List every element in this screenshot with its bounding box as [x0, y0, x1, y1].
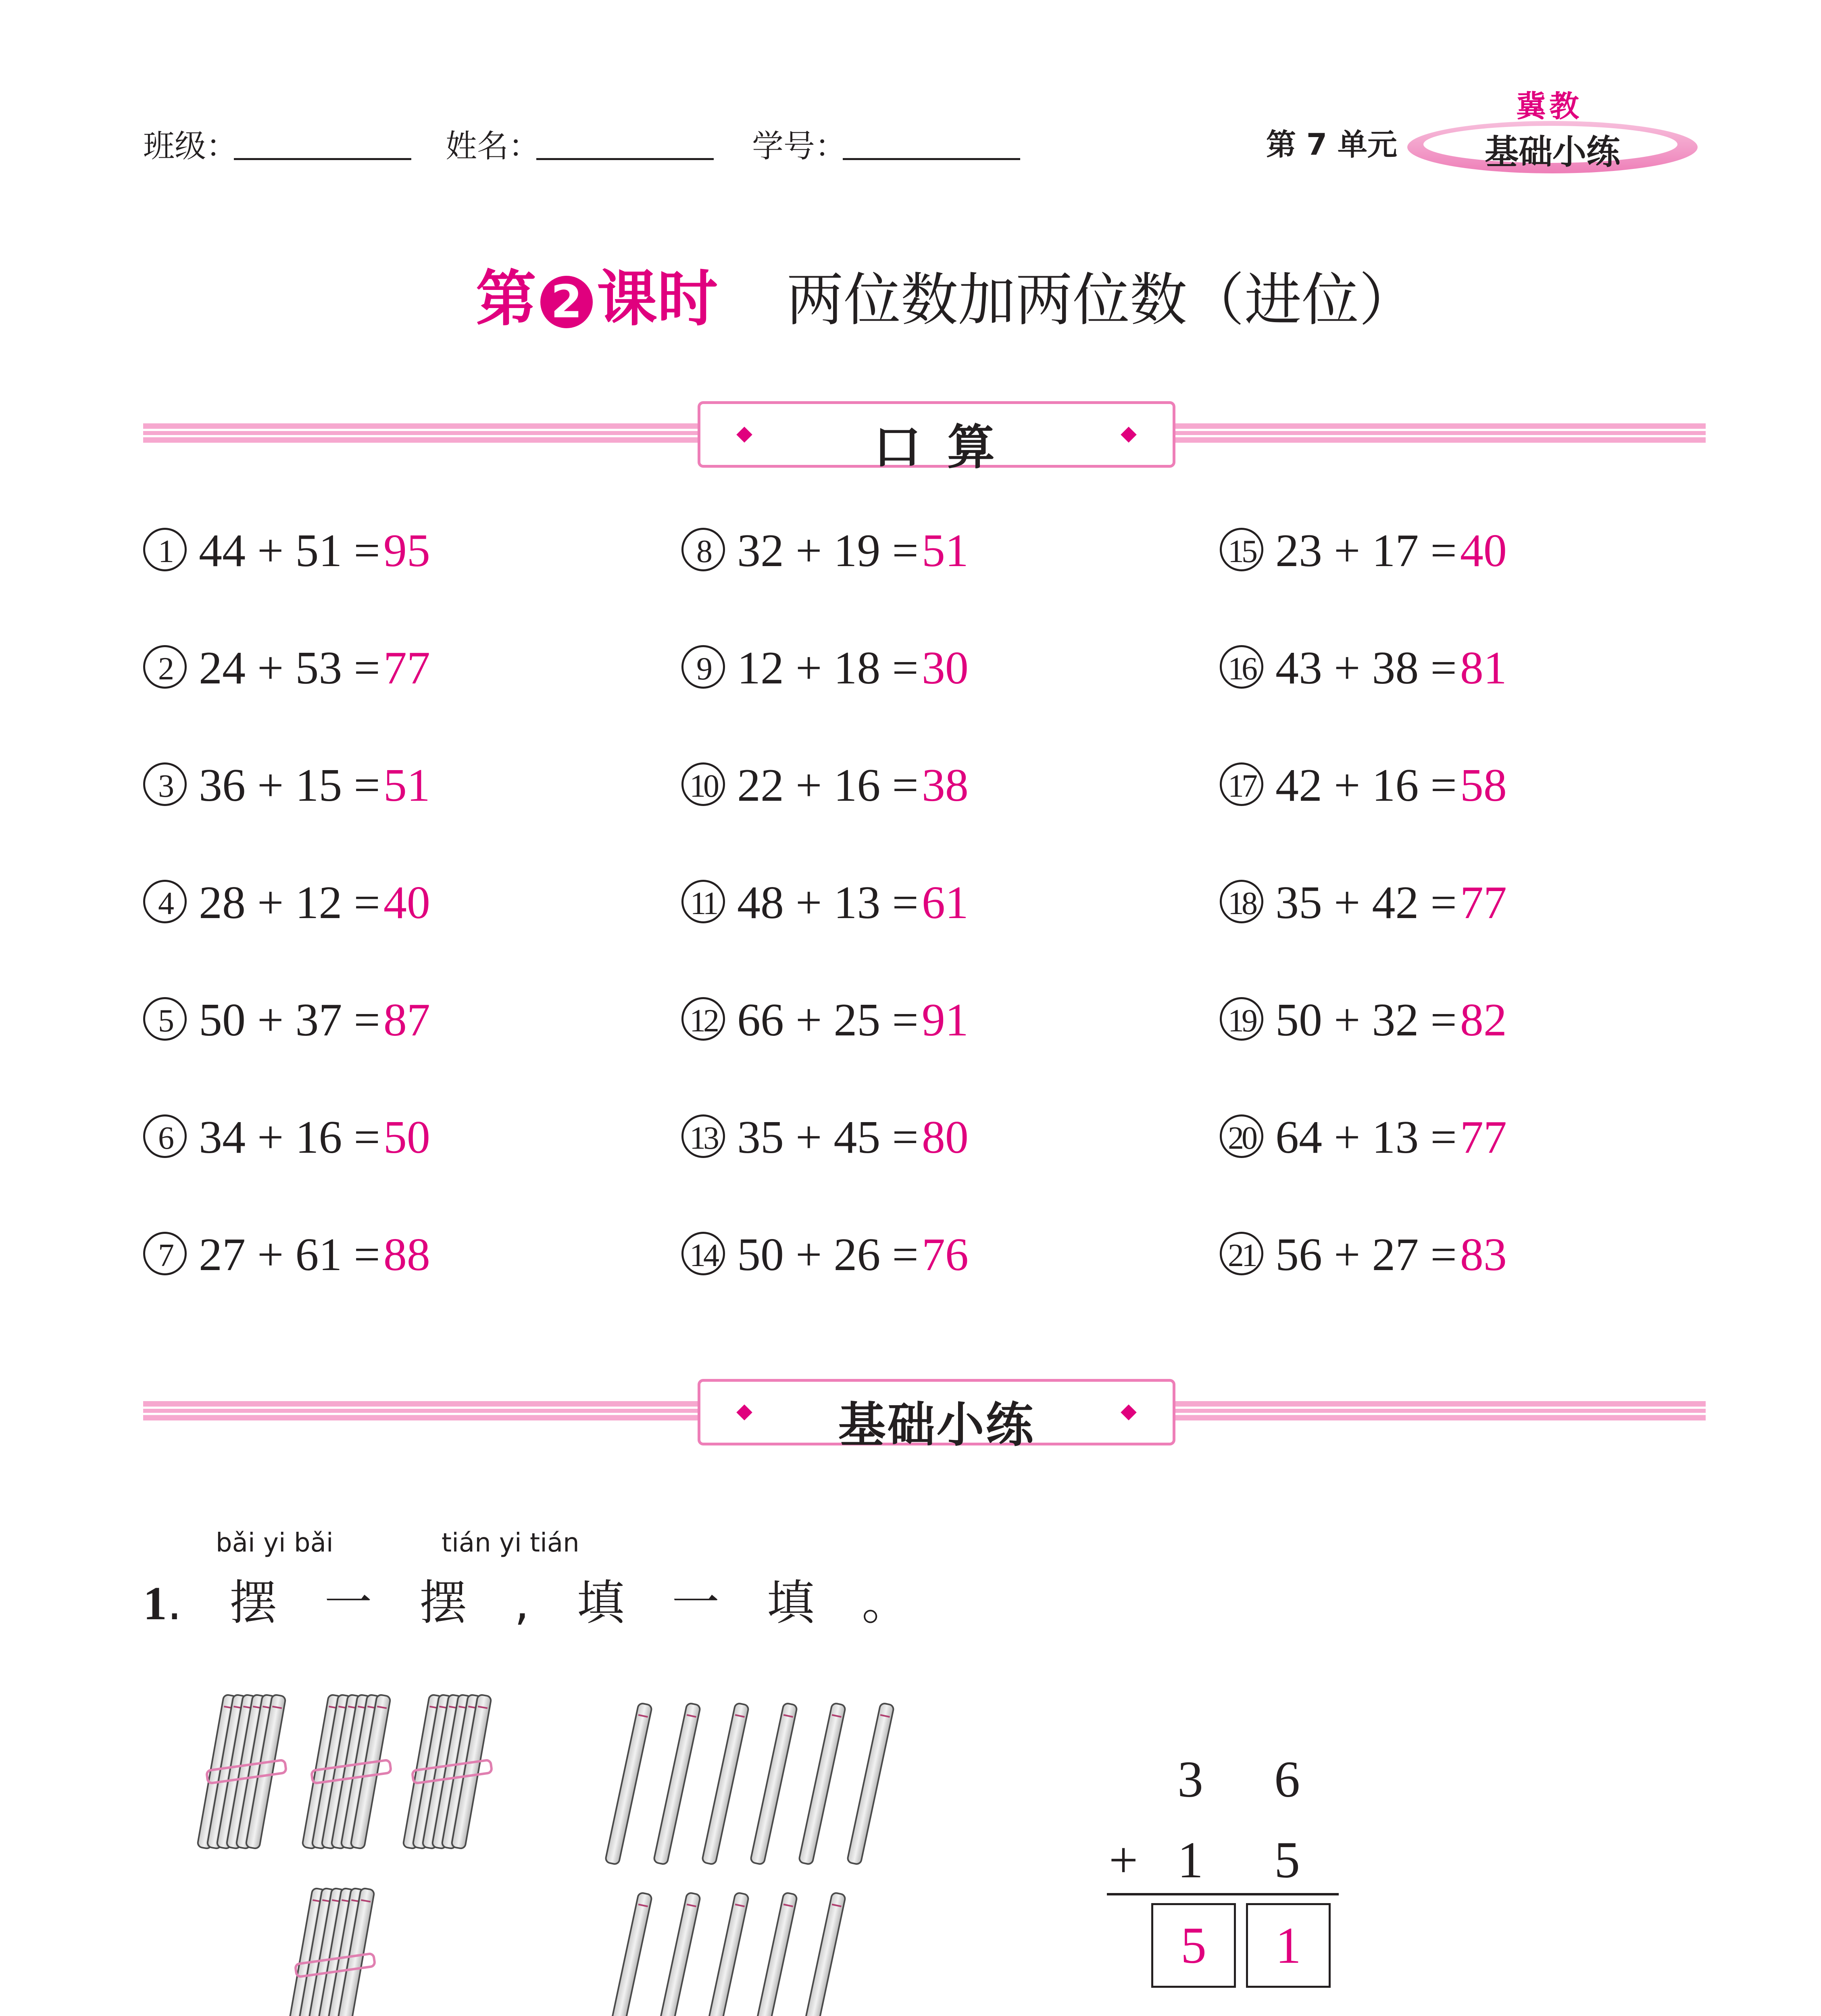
problem-answer[interactable]: 51 [921, 525, 969, 577]
stick-bundle-icon [202, 1693, 282, 1855]
problem-row [143, 641, 430, 695]
problem-row [1220, 993, 1507, 1047]
problem-number: 3 [143, 762, 187, 806]
problem-answer[interactable]: 50 [383, 1112, 430, 1163]
problem-expression: 24 + 53 = [199, 642, 380, 694]
problem-row [681, 1111, 969, 1164]
problem-expression: 64 + 13 = [1275, 1112, 1457, 1163]
single-stick-icon [701, 1891, 750, 2016]
problem-number: 18 [1220, 880, 1263, 923]
problem-expression: 22 + 16 = [737, 760, 919, 811]
answer-ones-box[interactable]: 1 [1246, 1903, 1331, 1988]
problem-answer[interactable]: 58 [1460, 760, 1507, 811]
problem-expression: 23 + 17 = [1275, 525, 1457, 577]
id-label: 学号： [752, 128, 847, 165]
problem-number: 4 [143, 880, 187, 923]
top-tens-digit: 3 [1177, 1751, 1203, 1808]
question-1-text: . 摆 一 摆 , 填 一 填 。 [167, 1575, 926, 1631]
problem-answer[interactable]: 88 [383, 1229, 430, 1281]
problem-number: 9 [681, 645, 725, 689]
top-ones-digit: 6 [1274, 1751, 1300, 1808]
question-number: 1 [143, 1577, 167, 1630]
problem-expression: 48 + 13 = [737, 877, 919, 929]
pinyin-bai: bǎi yi bǎi [216, 1528, 333, 1558]
problem-number: 7 [143, 1232, 187, 1275]
problem-row [681, 759, 969, 812]
answer-tens-box[interactable]: 5 [1151, 1903, 1236, 1988]
problem-expression: 50 + 37 = [199, 994, 380, 1046]
problem-number: 21 [1220, 1232, 1263, 1275]
badge-title: 基础小练 [1484, 132, 1620, 172]
section-title-basic: 基础小练 [838, 1397, 1035, 1453]
lesson-number: 2 [540, 276, 593, 328]
problem-expression: 27 + 61 = [199, 1229, 380, 1281]
unit-label: 第 7 单元 [1266, 127, 1398, 162]
problem-number: 17 [1220, 762, 1263, 806]
bottom-ones-digit: 5 [1274, 1831, 1300, 1889]
section-banner-basic [698, 1379, 1175, 1453]
problem-row [143, 1111, 430, 1164]
problem-number: 14 [681, 1232, 725, 1275]
problem-number: 8 [681, 528, 725, 571]
sum-line [1107, 1893, 1339, 1895]
problem-expression: 66 + 25 = [737, 994, 919, 1046]
problem-answer[interactable]: 77 [1460, 1112, 1507, 1163]
problem-expression: 43 + 38 = [1275, 642, 1457, 694]
problem-expression: 36 + 15 = [199, 760, 380, 811]
lesson-prefix: 第 [476, 264, 537, 334]
problem-number: 11 [681, 880, 725, 923]
problem-number: 6 [143, 1114, 187, 1158]
pinyin-tian: tián yi tián [442, 1528, 579, 1558]
problem-expression: 35 + 45 = [737, 1112, 919, 1163]
section-title-mental: 口 算 [873, 419, 1000, 475]
problem-number: 2 [143, 645, 187, 689]
id-blank[interactable] [843, 158, 1020, 160]
problem-expression: 34 + 16 = [199, 1112, 380, 1163]
single-stick-icon [749, 1702, 798, 1866]
problem-answer[interactable]: 38 [921, 760, 969, 811]
section-banner-mental [698, 401, 1175, 475]
problem-number: 15 [1220, 528, 1263, 571]
problem-answer[interactable]: 40 [1460, 525, 1507, 577]
page-title: 两位数加两位数（进位） [786, 267, 1416, 333]
lesson-label [476, 250, 718, 337]
problem-row [1220, 524, 1507, 578]
problem-answer[interactable]: 81 [1460, 642, 1507, 694]
problem-answer[interactable]: 40 [383, 877, 430, 929]
single-stick-icon [749, 1891, 798, 2016]
problem-expression: 32 + 19 = [737, 525, 919, 577]
problem-row [1220, 759, 1507, 812]
problem-number: 16 [1220, 645, 1263, 689]
problem-answer[interactable]: 77 [383, 642, 430, 694]
problem-row [143, 993, 430, 1047]
single-stick-icon [652, 1891, 702, 2016]
badge-publisher: 冀教 [1516, 89, 1582, 124]
problem-row [143, 759, 430, 812]
problem-answer[interactable]: 76 [921, 1229, 969, 1281]
problem-answer[interactable]: 80 [921, 1112, 969, 1163]
problem-answer[interactable]: 83 [1460, 1229, 1507, 1281]
problem-number: 10 [681, 762, 725, 806]
problem-answer[interactable]: 51 [383, 760, 430, 811]
problem-answer[interactable]: 77 [1460, 877, 1507, 929]
problem-expression: 50 + 32 = [1275, 994, 1457, 1046]
problem-row [681, 1228, 969, 1282]
single-stick-icon [798, 1891, 847, 2016]
problem-expression: 35 + 42 = [1275, 877, 1457, 929]
problem-row [1220, 1111, 1507, 1164]
problem-row [1220, 641, 1507, 695]
problem-row [681, 993, 969, 1047]
class-blank[interactable] [234, 158, 411, 160]
single-stick-icon [798, 1702, 847, 1866]
single-stick-icon [701, 1702, 750, 1866]
single-stick-icon [604, 1891, 653, 2016]
problem-expression: 50 + 26 = [737, 1229, 919, 1281]
problem-number: 12 [681, 997, 725, 1041]
question-1-prompt [143, 1564, 925, 1633]
problem-row [143, 524, 430, 578]
problem-row [681, 524, 969, 578]
problem-row [143, 876, 430, 930]
stick-bundle-icon [306, 1693, 387, 1855]
problem-answer[interactable]: 61 [921, 877, 969, 929]
problem-row [1220, 876, 1507, 930]
single-stick-icon [846, 1702, 895, 1866]
single-stick-icon [604, 1702, 653, 1866]
problem-number: 5 [143, 997, 187, 1041]
problem-expression: 42 + 16 = [1275, 760, 1457, 811]
problem-answer[interactable]: 82 [1460, 994, 1507, 1046]
problem-number: 1 [143, 528, 187, 571]
problem-row [681, 876, 969, 930]
name-label: 姓名： [446, 128, 540, 165]
stick-bundle-icon [290, 1887, 371, 2016]
problem-number: 13 [681, 1114, 725, 1158]
class-label: 班级： [143, 128, 238, 165]
problem-answer[interactable]: 87 [383, 994, 430, 1046]
problem-row [143, 1228, 430, 1282]
bottom-tens-digit: 1 [1177, 1831, 1203, 1889]
stick-bundle-icon [407, 1693, 488, 1855]
problem-row [1220, 1228, 1507, 1282]
problem-row [681, 641, 969, 695]
problem-answer[interactable]: 95 [383, 525, 430, 577]
problem-expression: 28 + 12 = [199, 877, 380, 929]
problem-expression: 12 + 18 = [737, 642, 919, 694]
name-blank[interactable] [536, 158, 714, 160]
problem-expression: 56 + 27 = [1275, 1229, 1457, 1281]
problem-expression: 44 + 51 = [199, 525, 380, 577]
lesson-suffix: 课时 [597, 264, 718, 334]
plus-sign: + [1109, 1831, 1138, 1889]
single-stick-icon [652, 1702, 702, 1866]
problem-answer[interactable]: 30 [921, 642, 969, 694]
problem-number: 19 [1220, 997, 1263, 1041]
problem-number: 20 [1220, 1114, 1263, 1158]
problem-answer[interactable]: 91 [921, 994, 969, 1046]
